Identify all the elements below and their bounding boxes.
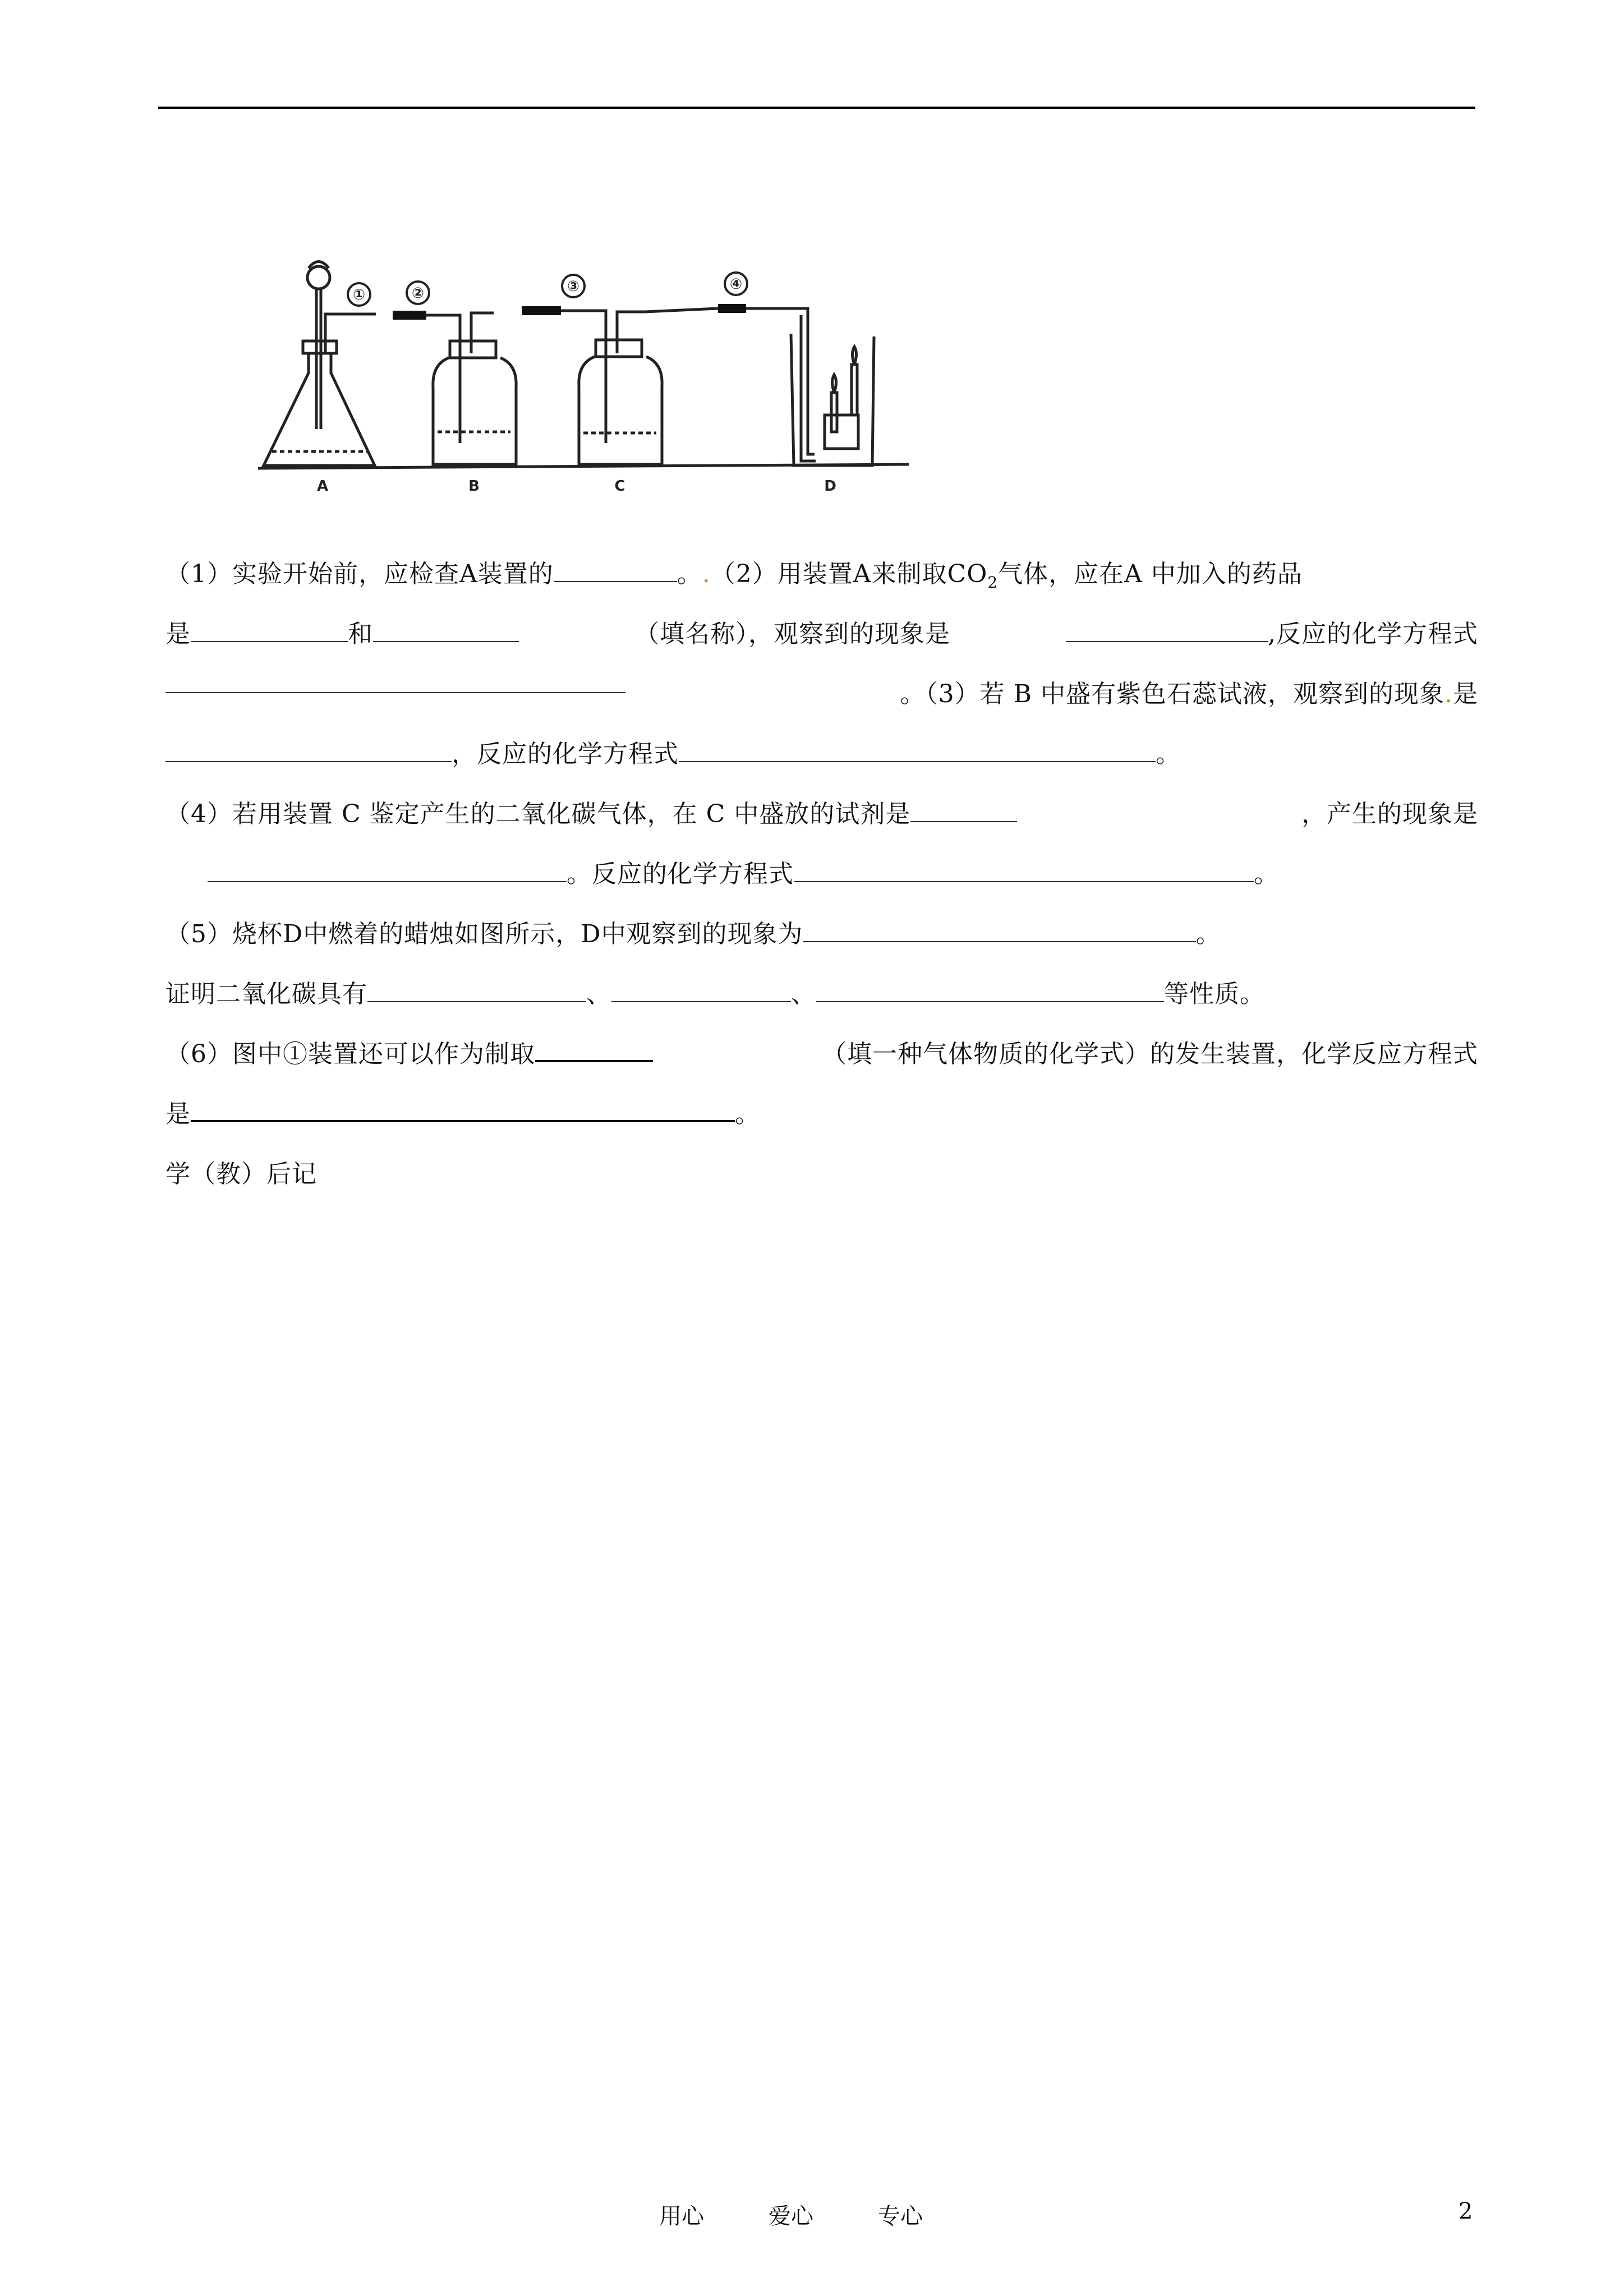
q5-line-2: 证明二氧化碳具有 、 、 等性质。 [165, 964, 1478, 1024]
q6-line-2: 是 。 [165, 1084, 1478, 1144]
q4-line-2: 。反应的化学方程式 。 [165, 844, 1478, 904]
q1-line-2: 是 和 （填名称），观察到的现象是 ,反应的化学方程式 [165, 604, 1478, 664]
marker-2: ② [411, 285, 425, 302]
q1-line-3: 。（3）若 B 中盛有紫色石蕊试液，观察到的现象.是 [165, 664, 1478, 724]
q6-line-1: （6）图中①装置还可以作为制取 （填一种气体物质的化学式）的发生装置，化学反应方程式 [165, 1024, 1478, 1084]
marker-1: ① [352, 287, 366, 303]
answer-blank[interactable] [816, 973, 1164, 1002]
footer-motto-2: 爱心 [769, 2203, 813, 2229]
marker-3: ③ [567, 278, 580, 295]
co2-apparatus-figure [247, 252, 920, 505]
answer-blank[interactable] [535, 1032, 653, 1062]
marker-4: ④ [729, 276, 743, 293]
answer-blank[interactable] [554, 553, 677, 582]
label-c: C [614, 478, 625, 495]
afterword: 学（教）后记 [165, 1160, 317, 1188]
label-a: A [316, 478, 329, 495]
answer-blank[interactable] [165, 733, 452, 762]
label-b: B [468, 478, 480, 495]
answer-blank[interactable] [367, 973, 586, 1002]
answer-blank[interactable] [165, 664, 625, 693]
answer-blank[interactable] [803, 913, 1196, 942]
q1-line-1: （1）实验开始前，应检查A装置的 。.（2）用装置A来制取$CO_2$气体，应在A 中加入的药品 [165, 544, 1478, 604]
question-4 [165, 784, 1478, 904]
question-5 [165, 904, 1478, 1024]
answer-blank[interactable] [611, 973, 791, 1002]
answer-blank[interactable] [794, 853, 1254, 882]
answer-blank[interactable] [208, 853, 567, 882]
question-6 [165, 1024, 1478, 1144]
answer-blank[interactable] [910, 793, 1017, 822]
answer-blank[interactable] [679, 733, 1156, 762]
page-number: 2 [1459, 2198, 1473, 2224]
footer-motto-3: 专心 [878, 2203, 923, 2229]
footer-motto-1: 用心 [659, 2203, 704, 2229]
q5-line-1: （5）烧杯D中燃着的蜡烛如图所示，D中观察到的现象为 。 [165, 904, 1478, 964]
header-rule [158, 107, 1475, 109]
answer-blank[interactable] [191, 1092, 735, 1122]
question-1-3 [165, 544, 1478, 784]
answer-blank[interactable] [1066, 613, 1268, 642]
q1-line-4: ，反应的化学方程式 。 [165, 724, 1478, 784]
answer-blank[interactable] [373, 613, 519, 642]
q4-line-1: （4）若用装置 C 鉴定产生的二氧化碳气体，在 C 中盛放的试剂是 ，产生的现象是 [165, 784, 1478, 844]
label-d: D [824, 478, 836, 495]
answer-blank[interactable] [191, 613, 348, 642]
